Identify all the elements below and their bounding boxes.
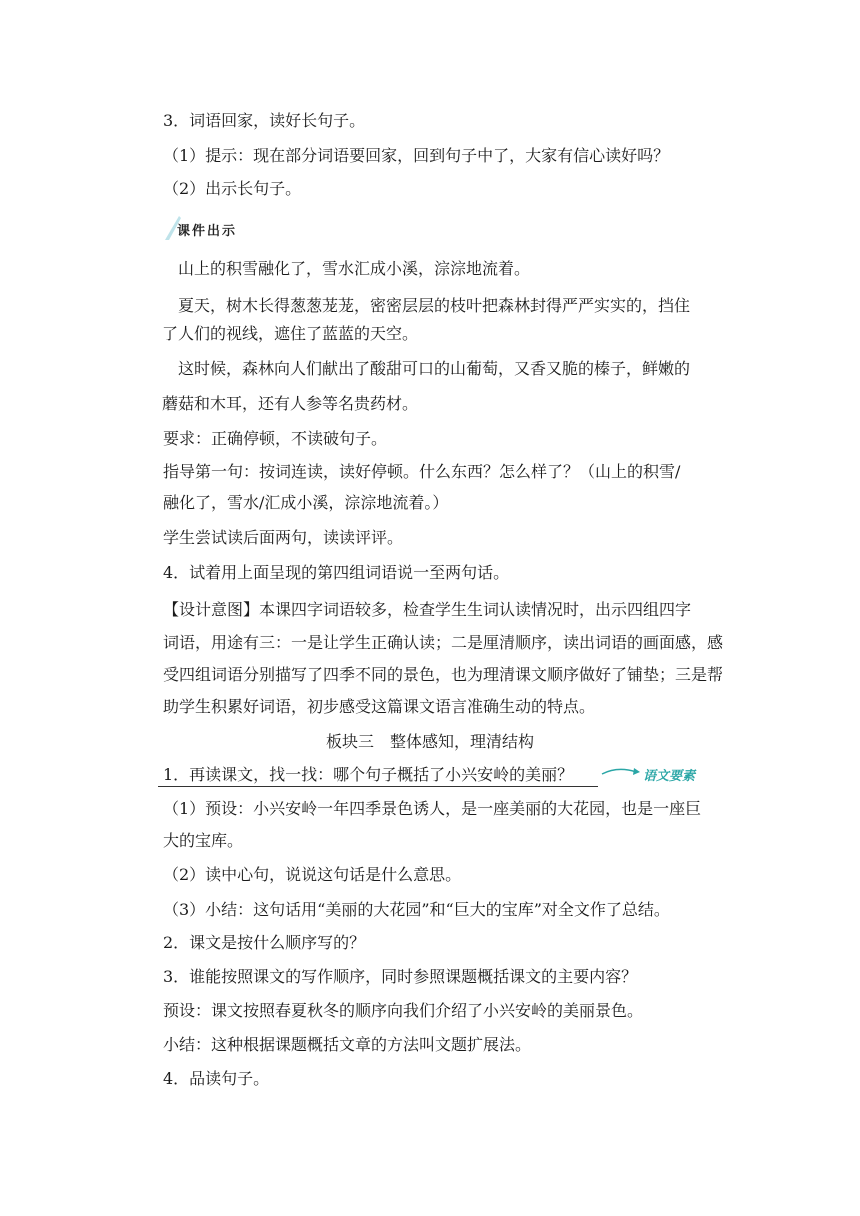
design-intent-line: 受四组词语分别描写了四季不同的景色，也为理清课文顺序做好了铺垫；三是帮 [163,665,724,684]
design-intent-line: 【设计意图】本课四字词语较多，检查学生生词认读情况时，出示四组四字 [163,600,692,619]
section-title: 板块三 整体感知，理清结构 [325,732,534,751]
arrow-icon [600,764,642,778]
step-4-line: 4．试着用上面呈现的第四组词语说一至两句话。 [163,563,510,582]
method-summary-line: 小结：这种根据课题概括文章的方法叫文题扩展法。 [163,1035,532,1054]
preset-line: 大的宝库。 [163,831,244,850]
passage-line: 山上的积雪融化了，雪水汇成小溪，淙淙地流着。 [178,259,531,278]
passage-line: 蘑菇和木耳，还有人参等名贵药材。 [162,394,419,413]
courseware-label: 课件出示 [177,224,238,239]
courseware-badge [163,214,263,242]
preset-answer-line: 预设：课文按照春夏秋冬的顺序向我们介绍了小兴安岭的美丽景色。 [163,1001,644,1020]
step-4-read-line: 4．品读句子。 [163,1069,270,1088]
step-3-line: 3．谁能按照课文的写作顺序，同时参照课题概括课文的主要内容？ [163,967,638,986]
summary-line: （3）小结：这句话用“美丽的大花园”和“巨大的宝库”对全文作了总结。 [163,900,670,919]
read-center-line: （2）读中心句，说说这句话是什么意思。 [163,865,462,884]
show-sentences-line: （2）出示长句子。 [163,179,302,198]
try-line: 学生尝试读后面两句，读读评评。 [163,528,404,547]
side-note-label: 语文要素 [643,769,696,784]
step-2-line: 2．课文是按什么顺序写的？ [163,933,366,952]
guide-line: 融化了，雪水/汇成小溪，淙淙地流着。） [163,493,449,512]
underline [158,786,598,787]
question-1: 1．再读课文，找一找：哪个句子概括了小兴安岭的美丽？ [163,765,574,784]
requirement-line: 要求：正确停顿，不读破句子。 [163,429,388,448]
passage-line: 夏天，树木长得葱葱茏茏，密密层层的枝叶把森林封得严严实实的，挡住 [178,296,691,315]
preset-line: （1）预设：小兴安岭一年四季景色诱人，是一座美丽的大花园，也是一座巨 [163,799,702,818]
hint-line: （1）提示：现在部分词语要回家，回到句子中了，大家有信心读好吗？ [163,146,670,165]
passage-line: 了人们的视线，遮住了蓝蓝的天空。 [162,324,419,343]
passage-line: 这时候，森林向人们献出了酸甜可口的山葡萄，又香又脆的榛子，鲜嫩的 [178,359,691,378]
design-intent-line: 词语，用途有三：一是让学生正确认读；二是厘清顺序，读出词语的画面感，感 [163,633,724,652]
design-intent-line: 助学生积累好词语，初步感受这篇课文语言准确生动的特点。 [163,697,596,716]
guide-line: 指导第一句：按词连读，读好停顿。什么东西？怎么样了？（山上的积雪/ [163,462,681,481]
step-3-heading: 3．词语回家，读好长句子。 [163,111,366,130]
